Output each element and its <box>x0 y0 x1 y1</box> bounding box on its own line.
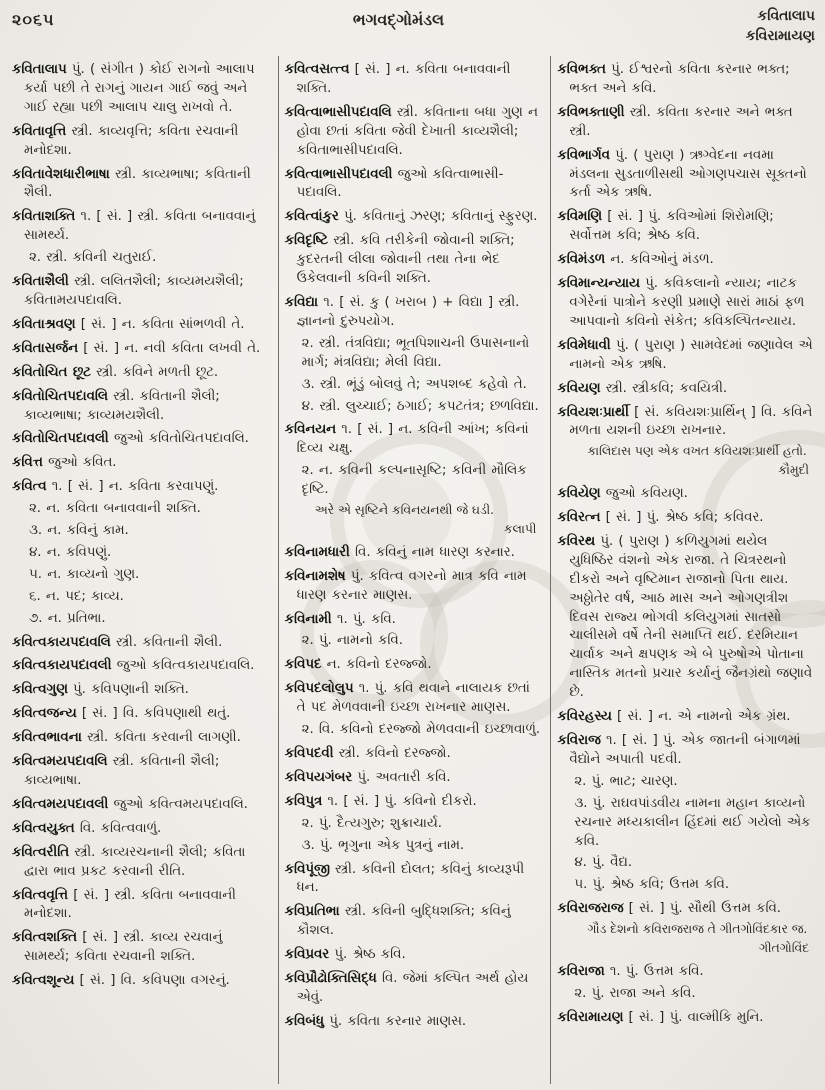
headword: કવિમણિ <box>557 209 603 225</box>
page-header <box>12 6 815 46</box>
dictionary-entry: કવિત્ત જુઓ કવિત. <box>12 455 117 471</box>
headword: કવિનામધારી <box>284 544 350 560</box>
dictionary-entry: કવિનામધારી વિ. કવિનું નામ ધારણ કરનાર. <box>284 544 515 560</box>
headword: કવિમંડળ <box>557 252 606 268</box>
headword: કવિરાજા <box>557 963 605 979</box>
dictionary-entry: કવિભાર્ગવ પું. ( પુરાણ ) ઋગ્વેદના નવમા મંડલના સુડતાળીસથી ઓગણપચાસ સૂક્તનો કર્તા એક ઋષિ. <box>557 147 807 201</box>
guide-word-first: કવિતાલાપ <box>757 8 815 24</box>
dictionary-entry: કવિદ્યા ૧. [ સં. કુ ( ખરાબ ) + વિદ્યા ] સ્ત્રી. જ્ઞાનનો દુરુપયોગ. <box>284 294 520 329</box>
dictionary-entry: કવિત્વકાયપદાવલી જુઓ કવિત્વકાયપદાવલિ. <box>12 658 255 674</box>
dictionary-entry: કવિનયન ૧. [ સં. ] ન. કવિની આંખ; કવિનાં દિવ્ય ચક્ષુ. <box>284 422 529 457</box>
headword: કવિપૂંજી <box>284 861 330 877</box>
dictionary-entry: કવિપુત્ર ૧. [ સં. ] પું. કવિનો દીકરો. <box>284 793 477 809</box>
dictionary-entry: કવિપ્રૌઢોક્તિસિદ્ધ વિ. જેમાં કલ્પિત અર્થ હોય એવું. <box>284 971 529 1005</box>
quote-line: ગૌડ દેશનો કવિરાજરાજ તે ગીતગોવિંદકાર જ. <box>587 922 808 937</box>
dictionary-entry: કવિમાન્યન્યાય પું. કવિકલાનો ન્યાય; નાટક વગેરેનાં પાત્રોને કરણી પ્રમાણે સારાં માઠાં ફળ આપવાનો કવિનો સંકેત; કવિકલ્પિતન્યાય. <box>557 276 805 329</box>
dictionary-entry: કવિત્વાંકુર પું. કવિતાનું ઝરણ; કવિતાનું સ્ફુરણ. <box>284 209 538 225</box>
dictionary-entry: કવિપદ ન. કવિનો દરજ્જો. <box>284 657 432 673</box>
dictionary-entry: કવિતાશ્રવણ [ સં. ] ન. કવિતા સાંભળવી તે. <box>12 316 245 332</box>
dictionary-entry: કવિમંડળ ન. કવિઓનું મંડળ. <box>557 252 714 268</box>
headword: કવિત્વમયપદાવલિ <box>12 754 108 770</box>
headword: કવિનામશેષ <box>284 568 346 584</box>
headword: કવિભક્તાણી <box>557 104 625 120</box>
headword: કવિત્વશક્તિ <box>12 930 77 946</box>
sense-line: ૫. ન. કાવ્યનો ગુણ. <box>29 566 140 582</box>
dictionary-entry: કવિપૂંજી સ્ત્રી. કવિની દોલત; કવિનું કાવ્યરૂપી ધન. <box>284 861 525 896</box>
dictionary-entry: કવિતાવેશધારીભાષા સ્ત્રી. કાવ્યભાષા; કવિતાની શૈલી. <box>12 166 251 201</box>
dictionary-entry: કવિત્વ ૧. [ સં. ] ન. કવિતા કરવાપણું. <box>12 479 219 495</box>
guide-words <box>665 6 815 46</box>
dictionary-entry: કવિપદવી સ્ત્રી. કવિનો દરજ્જો. <box>284 746 451 761</box>
dictionary-entry: કવિત્વકાયપદાવલિ સ્ત્રી. કવિતાની શૈલી. <box>12 634 223 650</box>
dictionary-entry: કવિત્વમયપદાવલી જુઓ કવિત્વમયપદાવલિ. <box>12 796 248 812</box>
quote-line: કાલિદાસ પણ એક વખત કવિયશઃપ્રાર્થી હતો. <box>587 444 807 459</box>
book-title: ભગવદ્ગોમંડલ <box>352 10 445 29</box>
headword: કવિત્વકાયપદાવલિ <box>12 634 111 650</box>
headword: કવિત્વરીતિ <box>12 844 70 860</box>
sense-line: ૪. ન. કવિપણું. <box>29 544 112 560</box>
dictionary-entry: કવિત્વશક્તિ [ સં. ] સ્ત્રી. કાવ્ય રચવાનું સામર્થ્ય; કવિતા રચવાની શક્તિ. <box>12 930 223 965</box>
column-3 <box>550 56 815 1084</box>
headword: કવિનામી <box>284 611 332 627</box>
dictionary-entry: કવિયશઃપ્રાર્થી [ સં. કવિયશઃપ્રાર્થિન્ ] વિ. કવિને મળતા યશની ઇચ્છા રાખનાર. <box>557 404 813 439</box>
dictionary-entry: કવિરત્ન [ સં. ] પું. શ્રેષ્ઠ કવિ; કવિવર. <box>557 510 764 526</box>
dictionary-entry: કવિતોચિતપદાવલી જુઓ કવિતોચિતપદાવલિ. <box>12 431 249 447</box>
dictionary-entry: કવિનામશેષ પું. કવિત્વ વગરનો માત્ર કવિ નામ ધારણ કરનાર માણસ. <box>284 568 527 603</box>
sense-line: ૨. સ્ત્રી. કવિની ચતુરાઈ. <box>29 250 157 266</box>
dictionary-entry: કવિત્વાભાસીપદાવલિ સ્ત્રી. કવિતાના બધા ગુણ ન હોવા છતાં કવિતા જેવી દેખાતી કાવ્યશૈલી; કવિતાભાસીપદાવલિ. <box>284 104 538 158</box>
dictionary-columns <box>12 56 815 1084</box>
headword: કવિત્વજન્ય <box>12 706 77 722</box>
headword: કવિત્વગુણ <box>12 682 68 698</box>
headword: કવિયેણ <box>557 486 601 502</box>
headword: કવિત્વકાયપદાવલી <box>12 658 112 674</box>
sense-line: ૨. પું. નામનો કવિ. <box>301 633 403 649</box>
headword: કવિરત્ન <box>557 510 601 526</box>
headword: કવિભક્ત <box>557 62 606 77</box>
dictionary-entry: કવિબંધુ પું. કવિતા કરનાર માણસ. <box>284 1013 467 1029</box>
headword: કવિત્વવૃત્તિ <box>12 887 68 903</box>
dictionary-entry: કવિત્વસત્ત્વ [ સં. ] ન. કવિતા બનાવવાની શક્તિ. <box>284 62 511 96</box>
headword: કવિયણ <box>557 380 601 396</box>
headword: કવિતાવેશધારીભાષા <box>12 166 110 182</box>
headword: કવિતાવૃત્તિ <box>12 123 67 139</box>
headword: કવિપદ <box>284 657 322 673</box>
sense-line: ૪. પું. વૈદ્ય. <box>574 855 633 871</box>
headword: કવિતાશક્તિ <box>12 209 76 225</box>
headword: કવિરથ <box>557 533 596 549</box>
dictionary-entry: કવિયણ સ્ત્રી. સ્ત્રીકવિ; કવયિત્રી. <box>557 380 728 396</box>
dictionary-entry: કવિરથ પું. ( પુરાણ ) કળિયુગમાં થયેલ યુધિષ્ઠિર વંશનો એક રાજા. તે ચિત્રરથનો દીકરો અને વૃષ્ટિમાન રાજાનો પિતા થાય. અઠ્ઠોતેર વર્ષ, આઠ માસ અને ઓગણત્રીશ દિવસ રાજ્ય ભોગવી કલિયુગમાં સાતસો ચાલીસમે વર્ષે તેની સમાપ્તિ થઈ. દરમિયાન ચાર્વાક અને ક્ષપણક એ બે પુરુષોએ પોતાના નાસ્તિક મતનો પ્રચાર કર્યાનું જૈનગ્રંથો જણાવે છે. <box>557 533 813 701</box>
sense-line: ૪. સ્ત્રી. લુચ્ચાઈ; ઠગાઈ; કપટતંત્ર; છળવિદ્યા. <box>301 398 539 414</box>
headword: કવિનયન <box>284 422 337 438</box>
headword: કવિપયગંબર <box>284 769 353 785</box>
sense-line: ૩. પું. ભૃગુના એક પુત્રનું નામ. <box>301 837 465 853</box>
headword: કવિબંધુ <box>284 1013 325 1029</box>
headword: કવિભાર્ગવ <box>557 147 610 163</box>
dictionary-entry: કવિદૃષ્ટિ સ્ત્રી. કવિ તરીકેની જોવાની શક્તિ; કુદરતની લીલા જોવાની તથા તેના ભેદ ઉકેલવાની કવિની શક્તિ. <box>284 233 515 287</box>
headword: કવિરાજરાજ <box>557 901 624 917</box>
sense-line: ૬. ન. પદ; કાવ્ય. <box>29 588 124 604</box>
headword: કવિતાસર્જન <box>12 340 79 356</box>
dictionary-entry: કવિરાજા ૧. પું. ઉત્તમ કવિ. <box>557 963 704 979</box>
page-number: ૨૦૬૫ <box>12 10 55 29</box>
sense-line: ૨. પું. ભાટ; ચારણ. <box>574 773 678 789</box>
headword: કવિતાશ્રવણ <box>12 316 76 332</box>
dictionary-entry: કવિરામાયણ [ સં. ] પું. વાલ્મીકિ મુનિ. <box>557 1009 764 1025</box>
dictionary-entry: કવિરાજ ૧. [ સં. ] પું. એક જાતની બંગાળમાં વૈદ્યોને અપાતી પદવી. <box>557 733 801 767</box>
sense-line: ૨. પું. રાજા અને કવિ. <box>574 985 696 1001</box>
dictionary-entry: કવિયેણ જુઓ કવિયણ. <box>557 486 688 502</box>
dictionary-entry: કવિત્વશૂન્ય [ સં. ] વિ. કવિપણા વગરનું. <box>12 973 230 989</box>
sense-line: ૨. ન. કવિતા બનાવવાની શક્તિ. <box>29 501 201 517</box>
dictionary-entry: કવિમણિ [ સં. ] પું. કવિઓમાં શિરોમણિ; સર્વોત્તમ કવિ; શ્રેષ્ઠ કવિ. <box>557 209 774 244</box>
dictionary-entry: કવિત્વયુક્ત વિ. કવિત્વવાળું. <box>12 820 162 836</box>
dictionary-entry: કવિપદલોલુપ ૧. પું. કવિ થવાને નાલાયક છતાં તે પદ મેળવવાની ઇચ્છા રાખનાર માણસ. <box>284 681 530 716</box>
column-2 <box>278 56 551 1084</box>
dictionary-entry: કવિમેધાવી પું. ( પુરાણ ) સામવેદમાં જણાવેલ એ નામનો એક ઋષિ. <box>557 337 813 372</box>
dictionary-entry: કવિપયગંબર પું. અવતારી કવિ. <box>284 769 451 785</box>
quote-line: અરે એ સૃષ્ટિને કવિનયનથી જે ઘડી. <box>314 503 495 518</box>
dictionary-entry: કવિત્વભાવના સ્ત્રી. કવિતા કરવાની લાગણી. <box>12 730 241 746</box>
dictionary-entry: કવિત્વવૃત્તિ [ સં. ] સ્ત્રી. કવિતા બનાવવાની મનોદશા. <box>12 887 236 922</box>
headword: કવિત્વ <box>12 479 47 495</box>
dictionary-entry: કવિતોચિત છૂટ સ્ત્રી. કવિને મળતી છૂટ. <box>12 364 219 380</box>
headword: કવિરાજ <box>557 733 601 748</box>
headword: કવિતાશૈલી <box>12 274 69 290</box>
headword: કવિમેધાવી <box>557 337 611 353</box>
headword: કવિપુત્ર <box>284 793 323 809</box>
headword: કવિતાલાપ <box>12 62 67 77</box>
dictionary-entry: કવિત્વરીતિ સ્ત્રી. કાવ્યરચનાની શૈલી; કવિતા દ્વારા ભાવ પ્રકટ કરવાની રીતિ. <box>12 844 246 879</box>
column-1 <box>12 56 278 1084</box>
dictionary-entry: કવિનામી ૧. પું. કવિ. <box>284 611 396 627</box>
sense-line: ૩. સ્ત્રી. ભૂંડું બોલવું તે; અપશબ્દ કહેવો તે. <box>301 376 527 392</box>
sense-line: ૨. સ્ત્રી. તંત્રવિદ્યા; ભૂતપિશાચની ઉપાસનાનો માર્ગ; મંત્રવિદ્યા; મેલી વિદ્યા. <box>301 335 530 370</box>
dictionary-entry: કવિતાસર્જન [ સં. ] ન. નવી કવિતા લખવી તે. <box>12 340 261 356</box>
quote-attribution: કૌમુદી <box>778 463 810 478</box>
sense-line: ૫. પું. શ્રેષ્ઠ કવિ; ઉત્તમ કવિ. <box>574 877 730 893</box>
headword: કવિયશઃપ્રાર્થી <box>557 404 629 420</box>
dictionary-entry: કવિતાલાપ પું. ( સંગીત ) કોઈ રાગનો આલાપ કર્યા પછી તે રાગનું ગાયન ગાઈ જવું અને ગાઈ રહ્યા પછી આલાપ ચાલુ રાખવો તે. <box>12 62 255 115</box>
headword: કવિમાન્યન્યાય <box>557 276 640 292</box>
dictionary-entry: કવિતાશક્તિ ૧. [ સં. ] સ્ત્રી. કવિતા બનાવવાનું સામર્થ્ય. <box>12 209 256 244</box>
headword: કવિતોચિતપદાવલી <box>12 431 109 447</box>
headword: કવિત્વાભાસીપદાવલિ <box>284 104 392 120</box>
headword: કવિત્વાભાસીપદાવલી <box>284 166 393 182</box>
dictionary-entry: કવિત્વજન્ય [ સં. ] વિ. કવિપણાથી થતું. <box>12 706 231 722</box>
headword: કવિત્વયુક્ત <box>12 820 75 836</box>
dictionary-entry: કવિભક્તાણી સ્ત્રી. કવિતા કરનાર અને ભક્ત સ્ત્રી. <box>557 104 793 139</box>
dictionary-entry: કવિત્વમયપદાવલિ સ્ત્રી. કવિતાની શૈલી; કાવ્યભાષા. <box>12 754 220 788</box>
headword: કવિતોચિત છૂટ <box>12 364 91 380</box>
dictionary-entry: કવિરહસ્ય [ સં. ] ન. એ નામનો એક ગ્રંથ. <box>557 709 791 725</box>
headword: કવિપ્રૌઢોક્તિસિદ્ધ <box>284 971 377 987</box>
sense-line: ૩. ન. કવિનું કામ. <box>29 523 129 539</box>
dictionary-entry: કવિપ્રતિભા સ્ત્રી. કવિની બુદ્ધિશક્તિ; કવિનું કૌશલ. <box>284 904 511 939</box>
headword: કવિતોચિતપદાવલિ <box>12 388 108 404</box>
headword: કવિરહસ્ય <box>557 709 612 725</box>
dictionary-entry: કવિરાજરાજ [ સં. ] પું. સૌથી ઉત્તમ કવિ. <box>557 901 781 917</box>
dictionary-entry: કવિત્વગુણ પું. કવિપણાની શક્તિ. <box>12 682 189 698</box>
headword: કવિપદવી <box>284 746 334 761</box>
sense-line: ૩. પું. રાઘવપાંડવીય નામના મહાન કાવ્યનો રચનાર મધ્યકાલીન હિંદમાં થઈ ગયેલો એક કવિ. <box>574 795 811 849</box>
sense-line: ૨. ન. કવિની કલ્પનાસૃષ્ટિ; કવિની મૌલિક દૃષ્ટિ. <box>301 463 527 498</box>
dictionary-entry: કવિતાવૃત્તિ સ્ત્રી. કાવ્યવૃત્તિ; કવિતા રચવાની મનોદશા. <box>12 123 239 158</box>
headword: કવિપ્રતિભા <box>284 904 340 920</box>
sense-line: ૨. પું. દૈત્યગુરુ; શુક્રાચાર્ય. <box>301 815 442 831</box>
headword: કવિરામાયણ <box>557 1009 624 1025</box>
headword: કવિદ્યા <box>284 294 319 310</box>
headword: કવિત્વશૂન્ય <box>12 973 75 989</box>
headword: કવિત્વાંકુર <box>284 209 339 225</box>
dictionary-entry: કવિતોચિતપદાવલિ સ્ત્રી. કવિતાની શૈલી; કાવ્યભાષા; કાવ્યમયશૈલી. <box>12 388 220 423</box>
headword: કવિત્ત <box>12 455 43 471</box>
headword: કવિત્વસત્ત્વ <box>284 62 350 77</box>
sense-line: ૭. ન. પ્રતિભા. <box>29 610 106 626</box>
headword: કવિપ્રવર <box>284 947 330 963</box>
dictionary-entry: કવિત્વાભાસીપદાવલી જુઓ કવિત્વાભાસી-પદાવલિ. <box>284 166 504 201</box>
quote-attribution: કલાપી <box>503 521 537 536</box>
dictionary-entry: કવિપ્રવર પું. શ્રેષ્ઠ કવિ. <box>284 947 406 963</box>
headword: કવિત્વભાવના <box>12 730 82 746</box>
headword: કવિપદલોલુપ <box>284 681 354 697</box>
dictionary-entry: કવિતાશૈલી સ્ત્રી. લલિતશૈલી; કાવ્યમયશૈલી; કવિતામયપદાવલિ. <box>12 274 244 308</box>
headword: કવિદૃષ્ટિ <box>284 233 329 249</box>
sense-line: ૨. વિ. કવિનો દરજ્જો મેળવવાની ઇચ્છાવાળું. <box>301 722 541 738</box>
quote-attribution: ગીતગોવિંદ <box>759 941 810 956</box>
guide-word-last: કવિરામાયણ <box>745 28 815 44</box>
dictionary-entry: કવિભક્ત પું. ઈશ્વરનો કવિતા કરનાર ભક્ત; ભક્ત અને કવિ. <box>557 62 790 96</box>
headword: કવિત્વમયપદાવલી <box>12 796 109 812</box>
